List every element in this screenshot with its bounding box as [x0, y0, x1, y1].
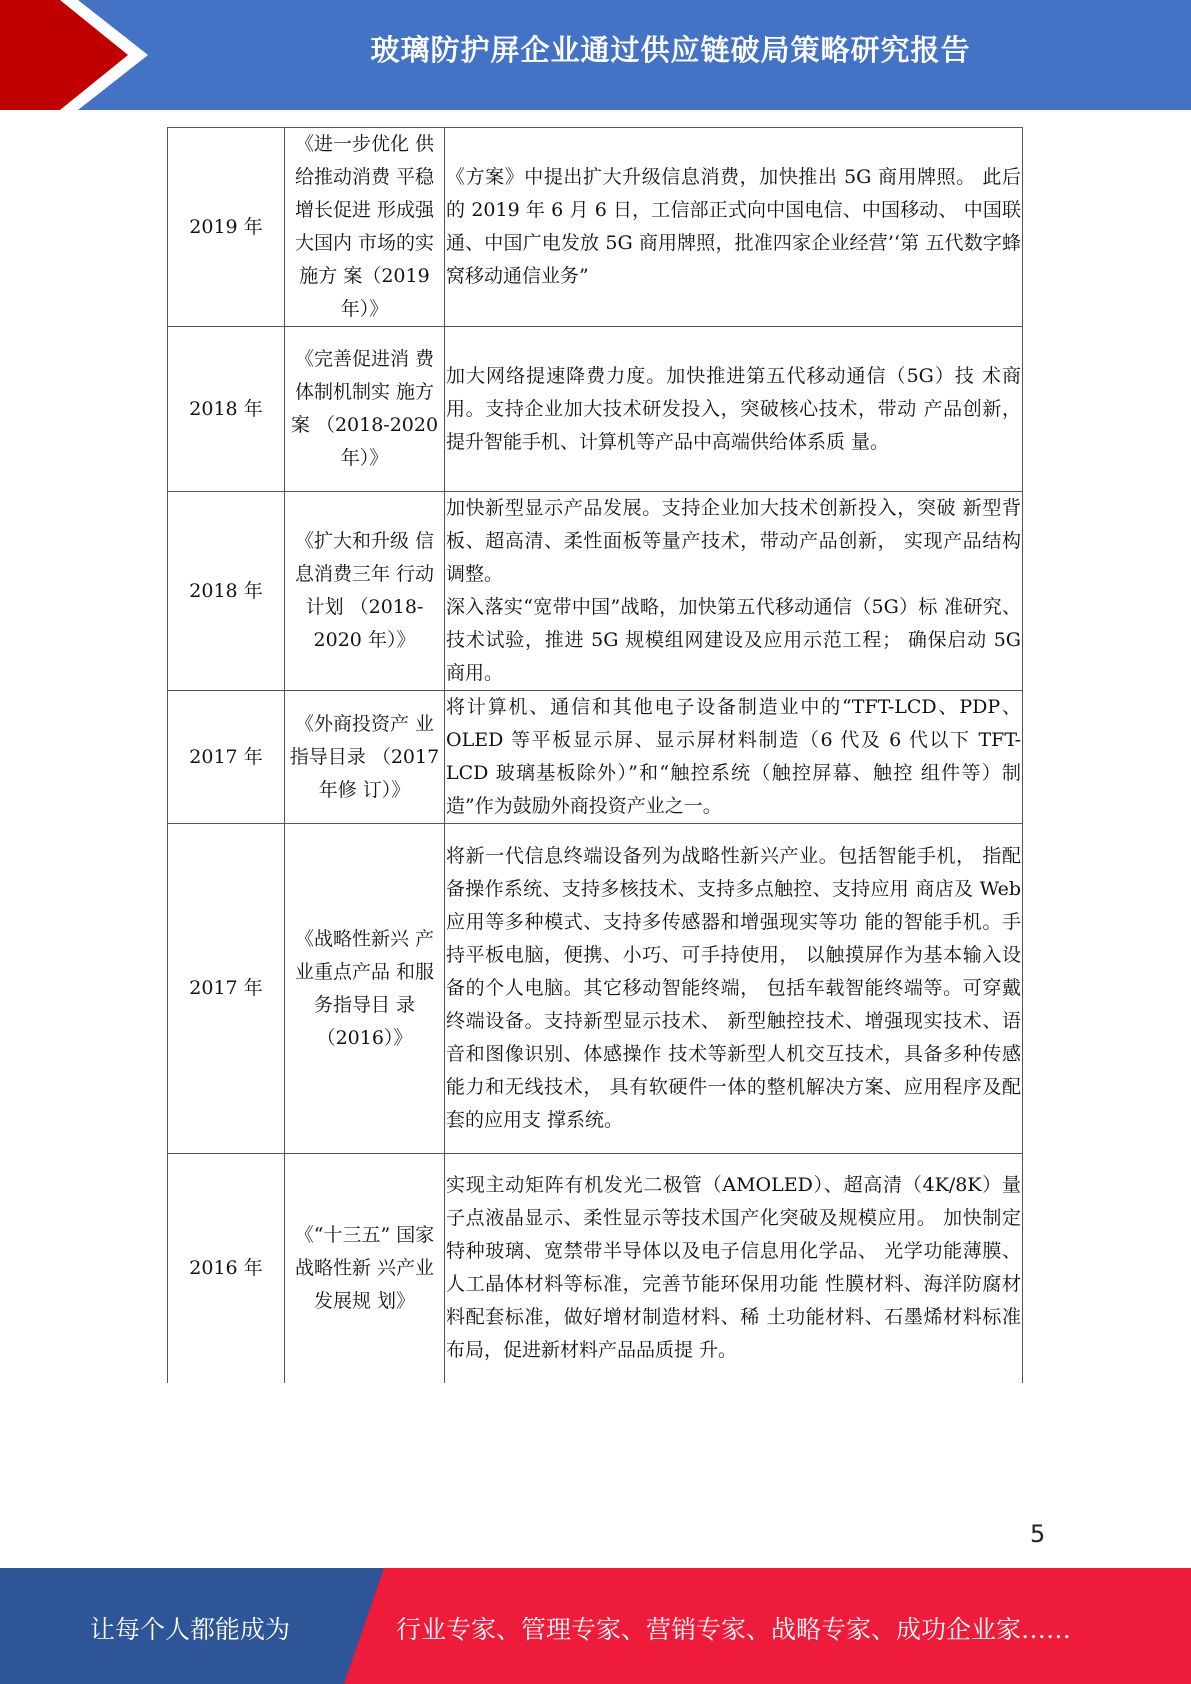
- policy-description: [445, 1154, 1023, 1383]
- policy-name: 《战略性新兴 产业重点产品 和服务指导目 录（2016）》: [285, 824, 445, 1154]
- table-row: [168, 824, 1023, 1154]
- policy-name: 《外商投资产 业指导目录 （2017 年修 订）》: [285, 691, 445, 824]
- policy-description: [445, 824, 1023, 1154]
- table-row: [168, 1154, 1023, 1383]
- policy-name: 《扩大和升级 信息消费三年 行动计划 （2018-2020 年）》: [285, 492, 445, 691]
- table-row: [168, 327, 1023, 492]
- description-paragraph: 将新一代信息终端设备列为战略性新兴产业。包括智能手机， 指配备操作系统、支持多核技术、支持多点触控、支持应用 商店及 Web 应用等多种模式、支持多传感器和增强现实等功 能的智能手机。手持平板电脑，便携、小巧、可手持使用， 以触摸屏作为基本输入设备的个人电脑。其它移动智能终端， 包括车载智能终端等。可穿戴终端设备。支持新型显示技术、 新型触控技术、增强现实技术、语音和图像识别、体感操作 技术等新型人机交互技术，具备多种传感能力和无线技术， 具有软硬件一体的整机解决方案、应用程序及配套的应用支 撑系统。: [446, 845, 1021, 1131]
- policy-description: [445, 128, 1023, 327]
- policy-year: 2016 年: [168, 1154, 285, 1383]
- footer-slogan-right: 行业专家、管理专家、营销专家、战略专家、成功企业家……: [396, 1615, 1072, 1644]
- description-paragraph: 实现主动矩阵有机发光二极管（AMOLED）、超高清（4K/8K）量子点液晶显示、柔性显示等技术国产化突破及规模应用。 加快制定特种玻璃、宽禁带半导体以及电子信息用化学品、 光学功能薄膜、人工晶体材料等标准，完善节能环保用功能 性膜材料、海洋防腐材料配套标准，做好增材制造材料、稀 土功能材料、石墨烯材料标准布局，促进新材料产品品质提 升。: [446, 1174, 1021, 1362]
- footer-slogan-left: 让每个人都能成为: [89, 1615, 290, 1644]
- description-paragraph: 《方案》中提出扩大升级信息消费，加快推出 5G 商用牌照。 此后的 2019 年 6 月 6 日，工信部正式向中国电信、中国移动、 中国联通、中国广电发放 5G 商用牌照，批准四家企业经营’‘第 五代数字蜂窝移动通信业务”: [446, 166, 1021, 287]
- description-paragraph: 加大网络提速降费力度。加快推进第五代移动通信（5G）技 术商用。支持企业加大技术研发投入，突破核心技术，带动 产品创新，提升智能手机、计算机等产品中高端供给体系质 量。: [446, 364, 1021, 453]
- policy-year: 2017 年: [168, 824, 285, 1154]
- description-paragraph: 将计算机、通信和其他电子设备制造业中的“TFT-LCD、PDP、OLED 等平板显示屏、显示屏材料制造（6 代及 6 代以下 TFT-LCD 玻璃基板除外）”和“触控系统（触控屏幕、触控 组件等）制造”作为鼓励外商投资产业之一。: [446, 696, 1021, 817]
- table-row: [168, 691, 1023, 824]
- table-row: [168, 492, 1023, 691]
- page-number: 5: [1030, 1520, 1046, 1548]
- policy-year: 2017 年: [168, 691, 285, 824]
- policy-description: [445, 691, 1023, 824]
- table-row: [168, 128, 1023, 327]
- page-header: [0, 0, 1191, 110]
- policy-year: 2018 年: [168, 492, 285, 691]
- report-title: 玻璃防护屏企业通过供应链破局策略研究报告: [370, 33, 971, 67]
- policy-name: 《完善促进消 费体制机制实 施方案 （2018-2020 年）》: [285, 327, 445, 492]
- policy-name: 《进一步优化 供给推动消费 平稳增长促进 形成强大国内 市场的实施方 案（2019 年）》: [285, 128, 445, 327]
- description-paragraph: 加快新型显示产品发展。支持企业加大技术创新投入，突破 新型背板、超高清、柔性面板等量产技术，带动产品创新， 实现产品结构调整。: [446, 497, 1021, 585]
- policy-year: 2018 年: [168, 327, 285, 492]
- policy-description: [445, 327, 1023, 492]
- header-chevron-decoration: [0, 0, 160, 110]
- policy-description: [445, 492, 1023, 691]
- page-footer: [0, 1568, 1191, 1684]
- policy-table: [167, 127, 1023, 1383]
- description-paragraph: 深入落实“宽带中国”战略，加快第五代移动通信（5G）标 准研究、技术试验，推进 5G 规模组网建设及应用示范工程； 确保启动 5G 商用。: [446, 596, 1021, 684]
- policy-year: 2019 年: [168, 128, 285, 327]
- policy-name: 《“十三五” 国家战略性新 兴产业发展规 划》: [285, 1154, 445, 1383]
